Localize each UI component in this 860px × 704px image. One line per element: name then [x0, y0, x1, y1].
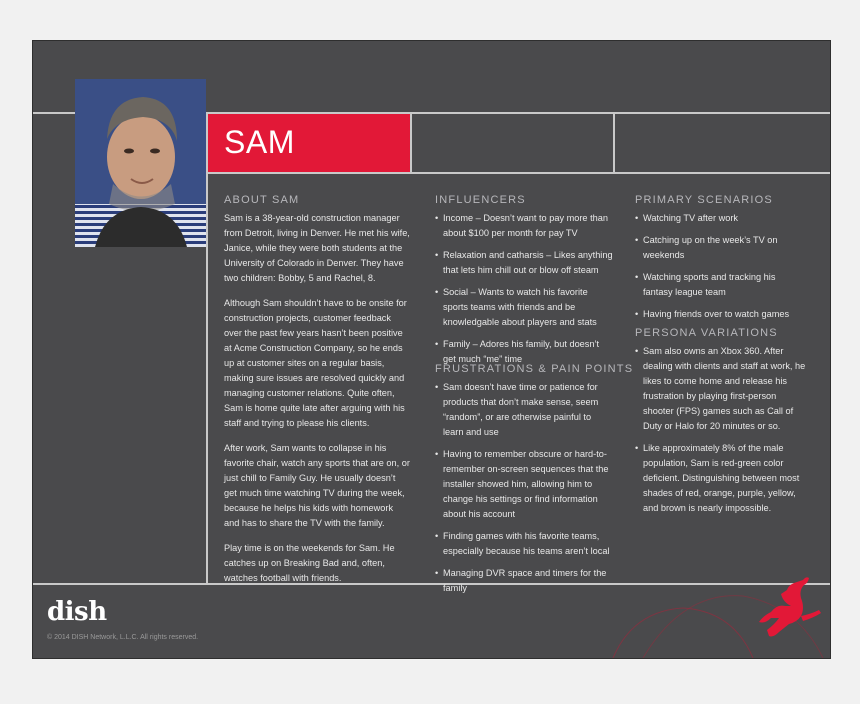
about-title: ABOUT SAM — [224, 194, 300, 206]
influencers-list — [435, 211, 613, 374]
list-item: • Watching TV after work — [635, 211, 807, 226]
influencers-title: INFLUENCERS — [435, 194, 526, 206]
name-banner — [208, 114, 410, 172]
band-divider-1 — [410, 112, 412, 174]
list-item: • Income – Doesn’t want to pay more than about $100 per month for pay TV — [435, 211, 613, 241]
list-item: • Relaxation and catharsis – Likes anything that lets him chill out or blow off steam — [435, 248, 613, 278]
list-item: • Like approximately 8% of the male population, Sam is red-green color deficient. Distinguishing between most shades of red, orange, purple, yellow, and brown is nearly impossible. — [635, 441, 807, 516]
about-paragraph: After work, Sam wants to collapse in his favorite chair, watch any sports that are on, or just chill to Family Guy. He usually doesn’t get much time watching TV during the week, because he helps his kids with homework and has to share the TV with the family. — [224, 443, 410, 528]
band-divider-2 — [613, 112, 615, 174]
about-text — [224, 211, 410, 596]
variations-title: PERSONA VARIATIONS — [635, 327, 778, 339]
persona-photo — [75, 79, 206, 247]
kangaroo-decoration — [593, 566, 830, 658]
list-item: • Sam doesn’t have time or patience for products that don’t make sense, seem “random”, or are otherwise painful to learn and use — [435, 380, 613, 440]
list-item: • Having to remember obscure or hard-to-remember on-screen sequences that the installer showed him, allowing him to change his settings or find information about his account — [435, 447, 613, 522]
scenarios-title: PRIMARY SCENARIOS — [635, 194, 773, 206]
about-paragraph: Although Sam shouldn’t have to be onsite for construction projects, customer feedback over the past few years hasn’t been positive at Acme Construction Company, so he ends up at customer sites on a regular basis, making sure issues are resolved quickly and managing customer relations. Quite often, Sam is home quite late after arguing with his staff and trying to please his clients. — [224, 298, 407, 428]
frustrations-list — [435, 380, 613, 603]
list-item: • Finding games with his favorite teams, especially because his teams aren’t local — [435, 529, 613, 559]
scenarios-list — [635, 211, 807, 329]
list-item: • Family – Adores his family, but doesn’t get much “me” time — [435, 337, 613, 367]
kangaroo-icon — [759, 577, 821, 636]
copyright-text: © 2014 DISH Network, L.L.C. All rights reserved. — [47, 634, 199, 641]
left-column-rule — [206, 112, 208, 585]
list-item: • Sam also owns an Xbox 360. After dealing with clients and staff at work, he likes to come home and release his frustration by playing first-person shooter (FPS) games such as Call of Duty or Halo for 20 minutes or so. — [635, 344, 807, 434]
dish-logo: dish — [47, 597, 107, 627]
band-bottom-rule — [208, 172, 830, 174]
persona-slide — [32, 40, 831, 659]
about-paragraph: Play time is on the weekends for Sam. He catches up on Breaking Bad and, often, watches football with friends. — [224, 543, 395, 583]
persona-name: SAM — [224, 124, 295, 160]
frustrations-title: FRUSTRATIONS & PAIN POINTS — [435, 363, 634, 375]
variations-list — [635, 344, 807, 523]
list-item: • Managing DVR space and timers for the family — [435, 566, 613, 596]
list-item: • Watching sports and tracking his fantasy league team — [635, 270, 807, 300]
list-item: • Having friends over to watch games — [635, 307, 807, 322]
list-item: • Social – Wants to watch his favorite sports teams with friends and be knowledgable about players and stats — [435, 285, 613, 330]
about-paragraph: Sam is a 38-year-old construction manager from Detroit, living in Denver. He met his wife, Janice, while they were both students at the University of Colorado in Denver. They have two children: Bobby, 5 and Rachel, 8. — [224, 213, 410, 283]
list-item: • Catching up on the week’s TV on weekends — [635, 233, 807, 263]
